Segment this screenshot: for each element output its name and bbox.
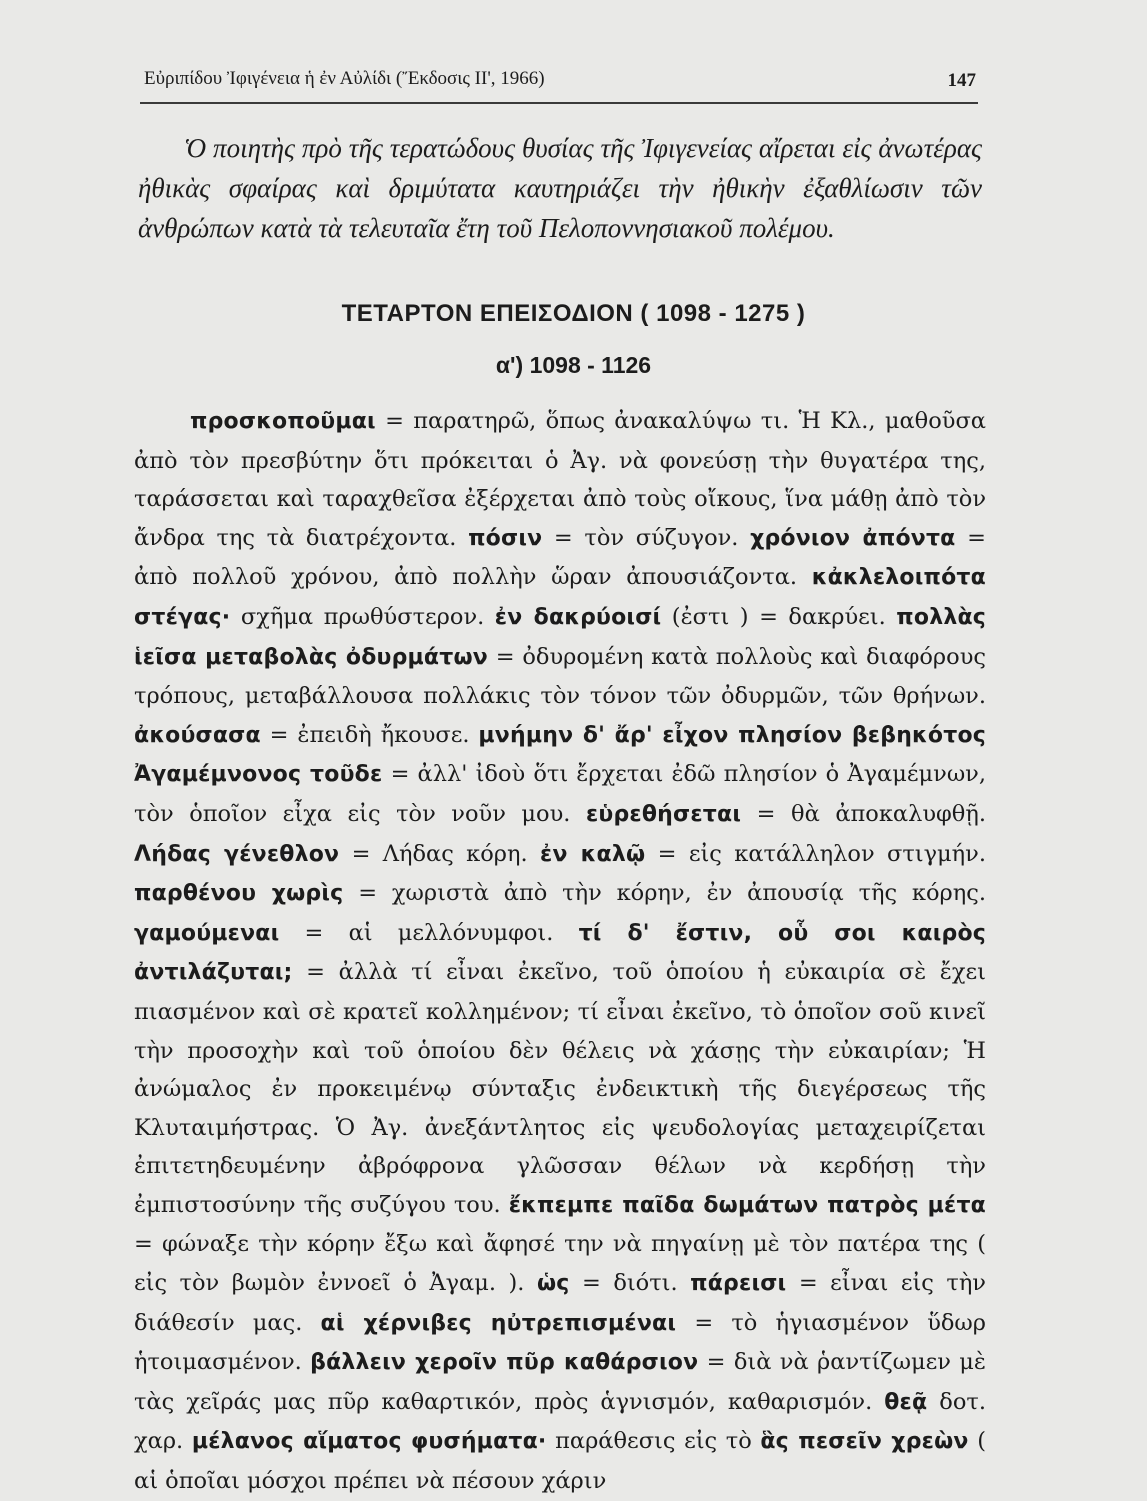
commentary-gloss: σχῆμα πρωθύστερον. (230, 603, 495, 630)
commentary-gloss: = χωριστὰ ἀπὸ τὴν κόρην, ἐν ἀπουσίᾳ τῆς κόρης. (343, 880, 987, 907)
commentary-lemma: προσκοποῦμαι (190, 409, 376, 434)
commentary-lemma: ἃς πεσεῖν χρεὼν (760, 1429, 969, 1455)
commentary-gloss: = εἰς κατάλληλον στιγμήν. (645, 840, 986, 867)
commentary-gloss: = αἱ μελλόνυμφοι. (279, 919, 579, 946)
commentary-lemma: γαμούμεναι (134, 920, 280, 946)
commentary-lemma: ἐν δακρύοισί (494, 604, 662, 630)
commentary-lemma: εὑρεθήσεται (585, 801, 742, 827)
section-heading: ΤΕΤΑΡΤΟΝ ΕΠΕΙΣΟΔΙΟΝ ( 1098 - 1275 ) (341, 300, 806, 327)
section-subheading: α') 1098 - 1126 (495, 352, 652, 378)
commentary-gloss: παράθεσις εἰς τὸ (546, 1428, 761, 1455)
commentary-lemma: ἀκούσασα (134, 722, 261, 748)
commentary-lemma: ὡς (536, 1271, 570, 1297)
running-title: Εὐριπίδου Ἰφιγένεια ἡ ἐν Αὐλίδι (Ἔκδοσις ΙΙ', 1966) (144, 68, 545, 89)
commentary-gloss: = ἐπειδὴ ἤκουσε. (260, 721, 479, 748)
commentary-lemma: πάρεισι (690, 1271, 787, 1297)
commentary-lemma: αἱ χέρνιβες ηὐτρεπισμέναι (320, 1310, 677, 1336)
commentary-gloss: (ἐστι ) = δακρύει. (661, 603, 897, 630)
commentary-gloss: = τὸ ἡγιασμένον ὕδωρ ἡτοιμασμένον. (134, 1309, 986, 1376)
commentary-lemma: ἔκπεμπε παῖδα δωμάτων πατρὸς μέτα (508, 1192, 987, 1218)
commentary-lemma: βάλλειν χεροῖν πῦρ καθάρσιον (310, 1350, 699, 1376)
commentary-gloss: δοτ. χαρ. (134, 1388, 986, 1455)
commentary-gloss: = ὀδυρομένη κατὰ πολλοὺς καὶ διαφόρους τρόπους, μεταβάλλουσα πολλάκις τὸν τόνον τῶν ὀδυρμῶν, τῶν θρήνων. (134, 643, 986, 710)
commentary-lemma: κἀκλελοιπότα στέγας· (134, 565, 986, 630)
commentary-gloss: = εἶναι εἰς τὴν διάθεσίν μας. (134, 1270, 986, 1336)
commentary-gloss: = παρατηρῶ, ὅπως ἀνακαλύψω τι. Ἡ Κλ., μαθοῦσα ἀπὸ τὸν πρεσβύτην ὅτι πρόκειται ὁ Ἀγ. νὰ φονεύσῃ τὴν θυγατέρα της, ταράσσεται καὶ ταραχθεῖσα ἐξέρχεται ἀπὸ τοὺς οἴκους, ἵνα μάθῃ ἀπὸ τὸν ἄνδρα της τὰ διατρέχοντα. (134, 408, 986, 551)
commentary-gloss: ( αἱ ὁποῖαι μόσχοι πρέπει νὰ πέσουν χάριν (134, 1428, 986, 1495)
commentary-gloss: = ἀπὸ πολλοῦ χρόνου, ἀπὸ πολλὴν ὥραν ἀπουσιάζοντα. (134, 524, 986, 591)
commentary-gloss: = τὸν σύζυγον. (542, 524, 751, 551)
commentary-lemma: μέλανος αἵματος φυσήματα· (191, 1429, 547, 1455)
commentary-gloss: = Λήδας κόρη. (339, 840, 540, 867)
commentary-lemma: Λήδας γένεθλον (134, 841, 340, 867)
running-header (140, 60, 978, 104)
commentary-gloss: = ἀλλ' ἰδοὺ ὅτι ἔρχεται ἐδῶ πλησίον ὁ Ἀγαμέμνων, τὸν ὁποῖον εἶχα εἰς τὸν νοῦν μου. (134, 761, 987, 827)
commentary-lemma: τί δ' ἔστιν, οὗ σοι καιρὸς ἀντιλάζυται; (134, 920, 986, 986)
intro-paragraph: Ὁ ποιητὴς πρὸ τῆς τερατώδους θυσίας τῆς Ἰφιγενείας αἴρεται εἰς ἀνωτέρας ἠθικὰς σφαίρας καὶ δριμύτατα καυτηριάζει τὴν ἠθικὴν ἐξαθλίωσιν τῶν ἀνθρώπων κατὰ τὰ τελευταῖα ἔτη τοῦ Πελοποννησιακοῦ πολέμου. (138, 133, 982, 243)
commentary-gloss: = φώναξε τὴν κόρην ἔξω καὶ ἄφησέ την νὰ πηγαίνῃ μὲ τὸν πατέρα της ( εἰς τὸν βωμὸν ἐννοεῖ ὁ Ἀγαμ. ). (134, 1231, 986, 1297)
commentary-gloss: = διὰ νὰ ῥαντίζωμεν μὲ τὰς χεῖράς μας πῦρ καθαρτικόν, πρὸς ἁγνισμόν, καθαρισμόν. (134, 1349, 986, 1415)
commentary-lemma: πολλὰς ἱεῖσα μεταβολὰς ὀδυρμάτων (134, 604, 986, 670)
commentary-lemma: πόσιν (468, 525, 543, 551)
commentary-paragraph (134, 402, 986, 1501)
commentary-lemma: θεᾷ (884, 1389, 928, 1415)
commentary-gloss: = ἀλλὰ τί εἶναι ἐκεῖνο, τοῦ ὁποίου ἡ εὐκαιρία σὲ ἔχει πιασμένον καὶ σὲ κρατεῖ κολλημένον; τί εἶναι ἐκεῖνο, τὸ ὁποῖον σοῦ κινεῖ τὴν προσοχὴν καὶ τοῦ ὁποίου δὲν θέλεις νὰ χάσῃς τὴν εὐκαιρίαν; Ἡ ἀνώμαλος ἐν προκειμένῳ σύνταξις ἐνδεικτικὴ τῆς διεγέρσεως τῆς Κλυταιμήστρας. Ὁ Ἀγ. ἀνεξάντλητος εἰς ψευδολογίας μεταχειρίζεται ἐπιτετηδευμένην ἀβρόφρονα γλῶσσαν θέλων νὰ κερδήσῃ τὴν ἐμπιστοσύνην τῆς συζύγου του. (134, 959, 986, 1218)
commentary-gloss: = διότι. (569, 1270, 691, 1297)
commentary-lemma: μνήμην δ' ἄρ' εἶχον πλησίον βεβηκότος Ἀγαμέμνονος τοῦδε (134, 722, 986, 788)
commentary-lemma: χρόνιον ἀπόντα (750, 525, 956, 551)
commentary-lemma: παρθένου χωρὶς (134, 881, 344, 907)
commentary-lemma: ἐν καλῷ (540, 841, 646, 867)
commentary-gloss: = θὰ ἀποκαλυφθῇ. (741, 800, 986, 827)
page-number: 147 (947, 70, 976, 91)
